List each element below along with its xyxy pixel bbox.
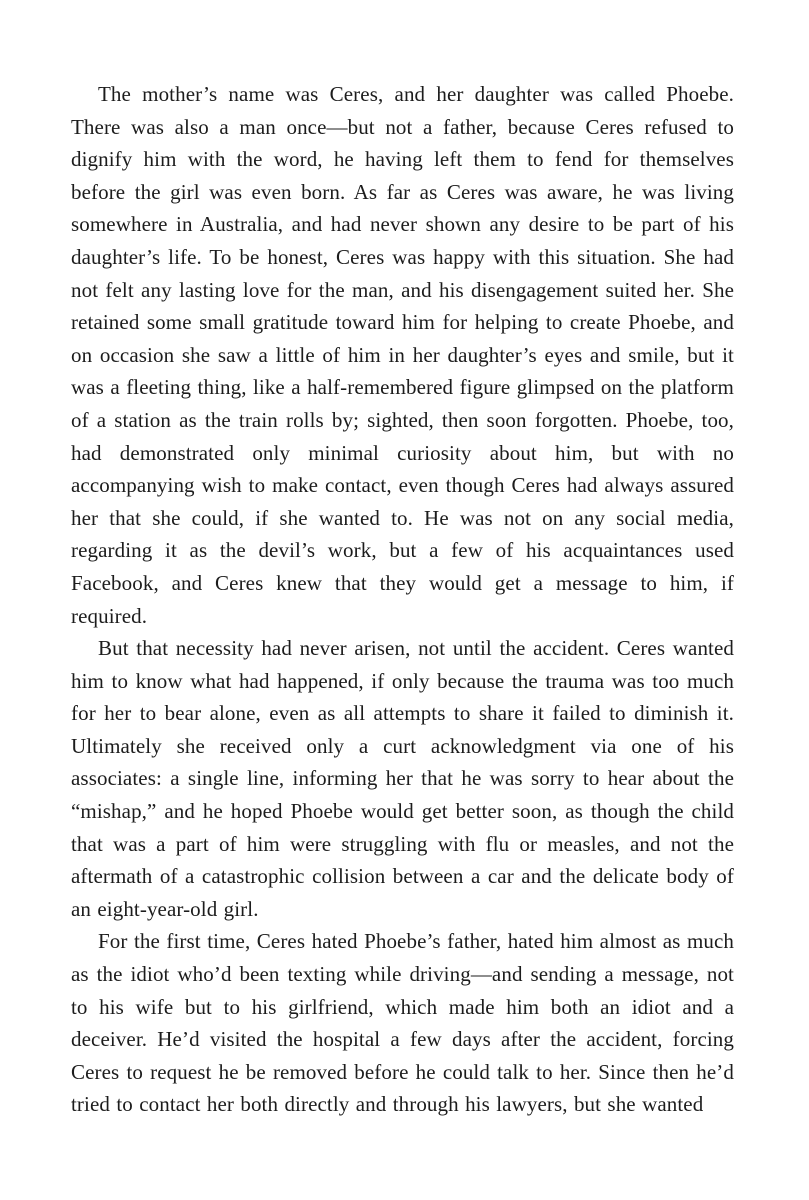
paragraph-2: But that necessity had never arisen, not until the accident. Ceres wanted him to know what had happened, if only because the trauma was too much for her to bear alone, even as all attempts to share it failed to diminish it. Ultimately she received only a curt acknowledgment via one of his associates: a single line, informing her that he was sorry to hear about the “mishap,” and he hoped Phoebe would get better soon, as though the child that was a part of him were struggling with flu or measles, and not the aftermath of a catastrophic collision between a car and the delicate body of an eight-year-old girl. bbox=[71, 636, 734, 921]
paragraph-1: The mother’s name was Ceres, and her daughter was called Phoebe. There was also a man once—but not a father, because Ceres refused to dignify him with the word, he having left them to fend for themselves before the girl was even born. As far as Ceres was aware, he was living somewhere in Australia, and had never shown any desire to be part of his daughter’s life. To be honest, Ceres was happy with this situation. She had not felt any lasting love for the man, and his disengagement suited her. She retained some small gratitude toward him for helping to create Phoebe, and on occasion she saw a little of him in her daughter’s eyes and smile, but it was a fleeting thing, like a half-remembered figure glimpsed on the platform of a station as the train rolls by; sighted, then soon forgotten. Phoebe, too, had demonstrated only minimal curiosity about him, but with no accompanying wish to make contact, even though Ceres had always assured her that she could, if she wanted to. He was not on any social media, regarding it as the devil’s work, but a few of his acquaintances used Facebook, and Ceres knew that they would get a message to him, if required. bbox=[71, 82, 734, 628]
paragraph-3: For the first time, Ceres hated Phoebe’s father, hated him almost as much as the idiot who’d been texting while driving—and sending a message, not to his wife but to his girlfriend, which made him both an idiot and a deceiver. He’d visited the hospital a few days after the accident, forcing Ceres to request he be removed before he could talk to her. Since then he’d tried to contact her both directly and through his lawyers, but she wanted bbox=[71, 929, 734, 1117]
body-text bbox=[71, 78, 734, 1121]
